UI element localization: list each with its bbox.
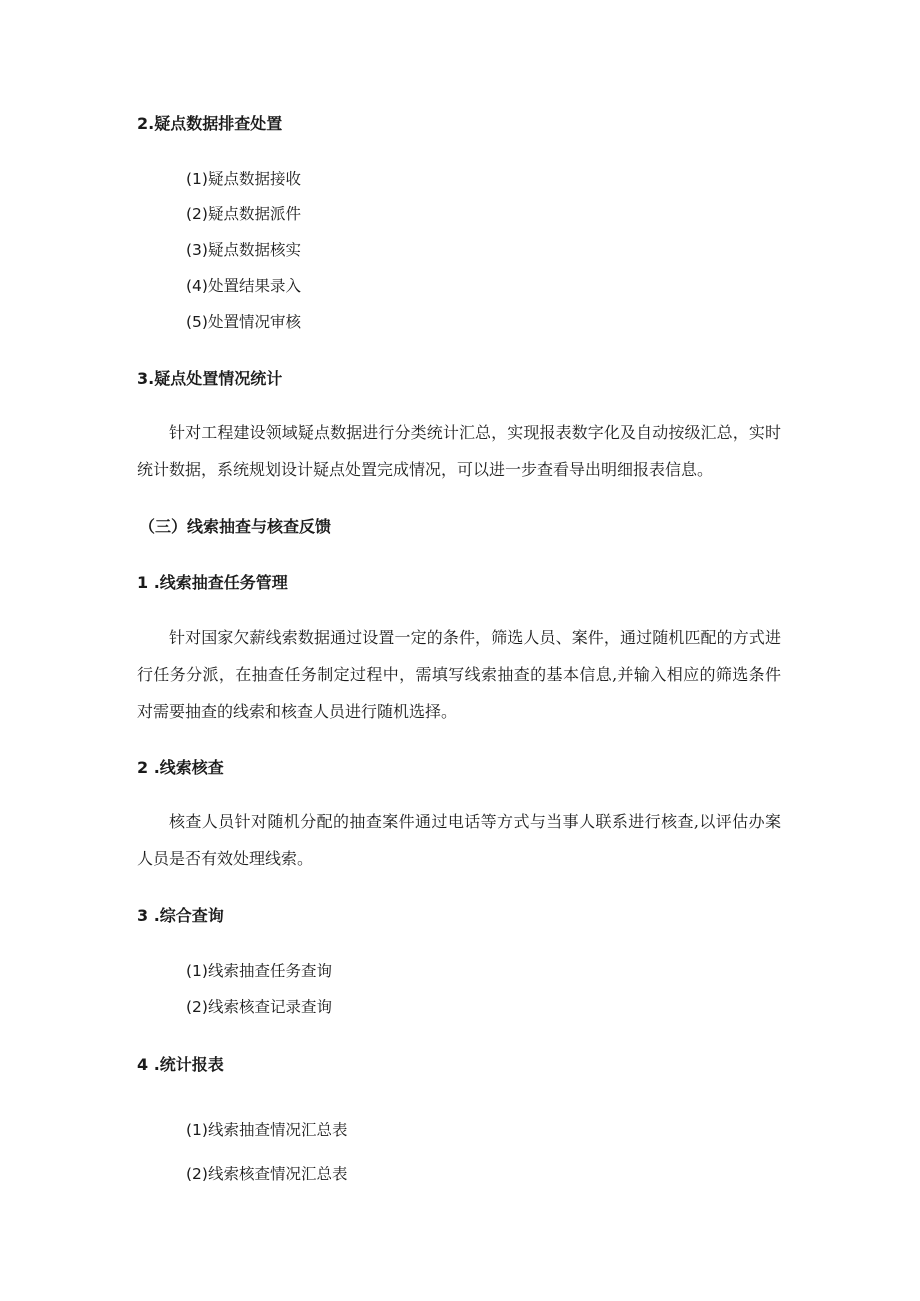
paragraph-clue-check: 核查人员针对随机分配的抽查案件通过电话等方式与当事人联系进行核查,以评估办案人员是否有效处理线索。 [137, 812, 781, 868]
paragraph-suspect-statistics: 针对工程建设领域疑点数据进行分类统计汇总，实现报表数字化及自动按级汇总，实时统计数据，系统规划设计疑点处置完成情况，可以进一步查看导出明细报表信息。 [137, 423, 781, 479]
heading-clue-task-management: 1 .线索抽查任务管理 [137, 573, 288, 592]
list-item: (5)处置情况审核 [186, 313, 301, 331]
paragraph-clue-task-management: 针对国家欠薪线索数据通过设置一定的条件，筛选人员、案件，通过随机匹配的方式进行任务分派，在抽查任务制定过程中，需填写线索抽查的基本信息,并输入相应的筛选条件对需要抽查的线索和核查人员进行随机选择。 [137, 628, 781, 721]
list-item: (2)线索核查记录查询 [186, 998, 332, 1016]
heading-comprehensive-query: 3 .综合查询 [137, 906, 224, 925]
list-item: (3)疑点数据核实 [186, 241, 301, 259]
heading-suspect-data-handling: 2.疑点数据排查处置 [137, 114, 283, 133]
heading-clue-check: 2 .线索核查 [137, 758, 224, 777]
list-item: (1)疑点数据接收 [186, 170, 301, 188]
list-item: (2)疑点数据派件 [186, 205, 301, 223]
heading-suspect-statistics: 3.疑点处置情况统计 [137, 369, 283, 388]
heading-clue-sampling: （三）线索抽查与核查反馈 [139, 517, 332, 536]
heading-statistical-report: 4 .统计报表 [137, 1055, 224, 1074]
list-item: (4)处置结果录入 [186, 277, 301, 295]
list-item: (2)线索核查情况汇总表 [186, 1165, 348, 1183]
list-item: (1)线索抽查情况汇总表 [186, 1121, 348, 1139]
list-item: (1)线索抽查任务查询 [186, 962, 332, 980]
